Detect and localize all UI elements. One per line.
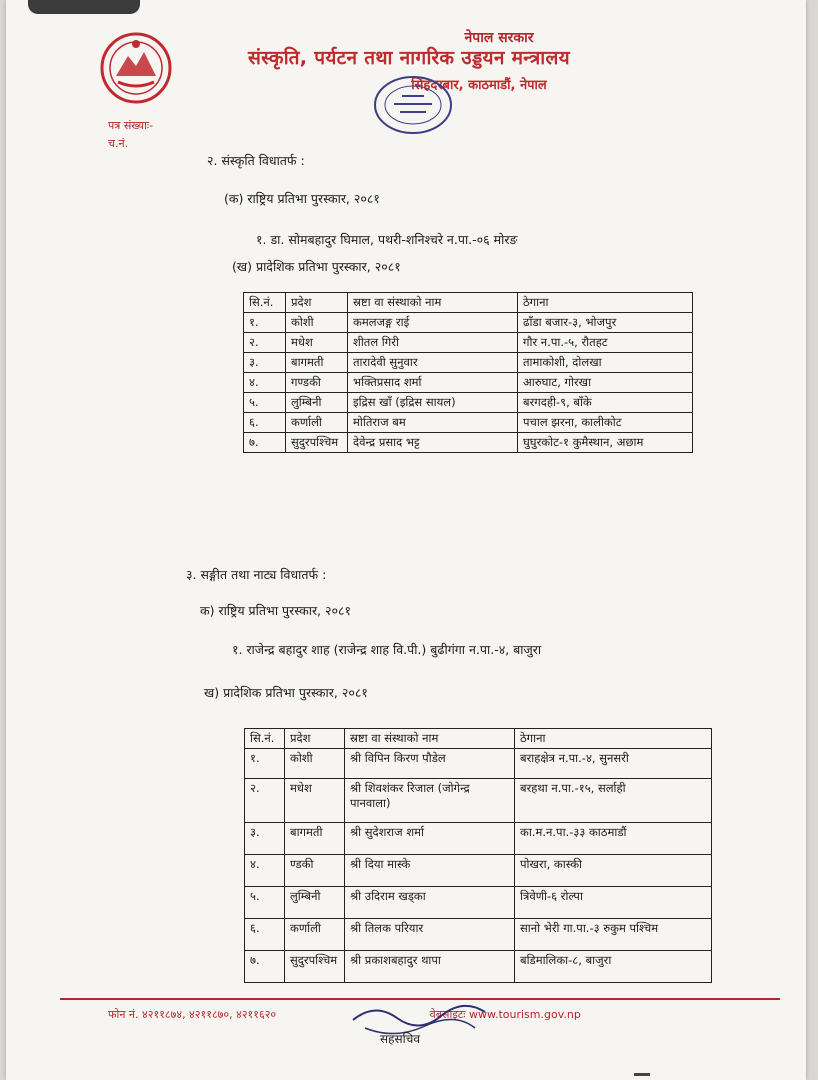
cell-address: बराहक्षेत्र न.पा.-४, सुनसरी: [515, 749, 712, 779]
cell-province: सुदुरपश्चिम: [286, 433, 348, 453]
cell-province: ण्डकी: [285, 855, 345, 887]
table-row: [244, 393, 693, 413]
column-header: प्रदेश: [286, 293, 348, 313]
cell-name: श्री उदिराम खड्का: [345, 887, 515, 919]
table-row: [245, 951, 712, 983]
table-row: [244, 413, 693, 433]
reference-number-label: पत्र संख्याः-: [108, 119, 154, 132]
table-row: [244, 333, 693, 353]
cell-province: बागमती: [285, 823, 345, 855]
cell-province: कोशी: [285, 749, 345, 779]
cell-serial: ३.: [245, 823, 285, 855]
cell-province: बागमती: [286, 353, 348, 373]
cell-address: सानो भेरी गा.पा.-३ रुकुम पश्चिम: [515, 919, 712, 951]
column-header: सि.नं.: [244, 293, 286, 313]
scan-mark: [634, 1073, 650, 1076]
cell-name: श्री विपिन किरण पौडेल: [345, 749, 515, 779]
section2-provincial-heading: (ख) प्रादेशिक प्रतिभा पुरस्कार, २०८१: [232, 259, 401, 274]
table-row: [244, 353, 693, 373]
section3-national-awardee: १. राजेन्द्र बहादुर शाह (राजेन्द्र शाह वि.पी.) बुढीगंगा न.पा.-४, बाजुरा: [232, 642, 542, 657]
government-title: नेपाल सरकार: [464, 30, 534, 46]
cell-serial: २.: [244, 333, 286, 353]
ministry-address: सिंहदरबार, काठमाडौं, नेपाल: [411, 78, 547, 93]
cell-serial: ४.: [245, 855, 285, 887]
table-row: [244, 433, 693, 453]
cell-name: श्री सुदेशराज शर्मा: [345, 823, 515, 855]
cell-name: श्री शिवशंकर रिजाल (जोगेन्द्र पानवाला): [345, 779, 515, 823]
cell-name: मोतिराज बम: [348, 413, 518, 433]
cell-serial: ३.: [244, 353, 286, 373]
section2-national-awardee: १. डा. सोमबहादुर घिमाल, पथरी-शनिश्चरे न.पा.-०६ मोरङ: [256, 232, 518, 247]
table-row: [245, 887, 712, 919]
table-row: [245, 855, 712, 887]
section3-provincial-heading: ख) प्रादेशिक प्रतिभा पुरस्कार, २०८१: [204, 685, 368, 700]
cell-serial: १.: [245, 749, 285, 779]
cell-address: त्रिवेणी-६ रोल्पा: [515, 887, 712, 919]
section3-title: ३. सङ्गीत तथा नाट्य विधातर्फ :: [186, 567, 327, 582]
cell-address: पचाल झरना, कालीकोट: [518, 413, 693, 433]
cell-serial: ५.: [244, 393, 286, 413]
column-header: स्रष्टा वा संस्थाको नाम: [345, 729, 515, 749]
signatory-title: सहसचिव: [380, 1032, 420, 1046]
cell-province: कोशी: [286, 313, 348, 333]
section2-provincial-table: [243, 292, 693, 453]
cell-province: कर्णाली: [285, 919, 345, 951]
table-row: [245, 919, 712, 951]
photo-corner-overlay: [28, 0, 140, 14]
cell-province: कर्णाली: [286, 413, 348, 433]
cell-province: लुम्बिनी: [286, 393, 348, 413]
cell-province: लुम्बिनी: [285, 887, 345, 919]
table-row: [245, 823, 712, 855]
cell-address: बरहथा न.पा.-१५, सर्लाही: [515, 779, 712, 823]
cell-address: तामाकोशी, दोलखा: [518, 353, 693, 373]
cell-name: श्री दिया मास्के: [345, 855, 515, 887]
column-header: ठेगाना: [518, 293, 693, 313]
cell-address: ढाँडा बजार-३, भोजपुर: [518, 313, 693, 333]
cell-name: भक्तिप्रसाद शर्मा: [348, 373, 518, 393]
cell-name: श्री तिलक परियार: [345, 919, 515, 951]
column-header: स्रष्टा वा संस्थाको नाम: [348, 293, 518, 313]
cell-serial: ७.: [244, 433, 286, 453]
cell-address: बरगदही-९, बाँके: [518, 393, 693, 413]
cell-serial: ४.: [244, 373, 286, 393]
column-header: सि.नं.: [245, 729, 285, 749]
table-header-row: [245, 729, 712, 749]
official-seal-stamp: [372, 74, 454, 136]
footer-phone: फोन नं. ४२११८७४, ४२११८७०, ४२११६२०: [108, 1008, 277, 1021]
cell-name: देवेन्द्र प्रसाद भट्ट: [348, 433, 518, 453]
cell-serial: ६.: [245, 919, 285, 951]
ministry-name: संस्कृति, पर्यटन तथा नागरिक उड्डयन मन्त्रालय: [248, 47, 570, 69]
table-row: [245, 749, 712, 779]
cell-address: गौर न.पा.-५, रौतहट: [518, 333, 693, 353]
cell-name: इद्रिस खाँ (इद्रिस सायल): [348, 393, 518, 413]
cell-province: मधेश: [286, 333, 348, 353]
section3-national-heading: क) राष्ट्रिय प्रतिभा पुरस्कार, २०८१: [200, 603, 352, 618]
section2-title: २. संस्कृति विधातर्फ :: [207, 153, 305, 168]
cell-name: शीतल गिरी: [348, 333, 518, 353]
table-row: [245, 779, 712, 823]
table-row: [244, 373, 693, 393]
footer-website: वेबसाइटः www.tourism.gov.np: [429, 1008, 581, 1021]
cell-address: पोखरा, कास्की: [515, 855, 712, 887]
cell-address: का.म.न.पा.-३३ काठमाडौं: [515, 823, 712, 855]
section2-national-heading: (क) राष्ट्रिय प्रतिभा पुरस्कार, २०८१: [224, 191, 380, 206]
cell-address: घुघुरकोट-१ कुमैस्थान, अछाम: [518, 433, 693, 453]
cell-name: तारादेवी सुनुवार: [348, 353, 518, 373]
cell-name: कमलजङ्ग राई: [348, 313, 518, 333]
cell-province: गण्डकी: [286, 373, 348, 393]
column-header: ठेगाना: [515, 729, 712, 749]
cell-province: मधेश: [285, 779, 345, 823]
dispatch-number-label: च.नं.: [108, 137, 129, 150]
cell-address: बडिमालिका-८, बाजुरा: [515, 951, 712, 983]
cell-serial: १.: [244, 313, 286, 333]
cell-serial: २.: [245, 779, 285, 823]
cell-name: श्री प्रकाशबहादुर थापा: [345, 951, 515, 983]
cell-serial: ६.: [244, 413, 286, 433]
table-header-row: [244, 293, 693, 313]
table-row: [244, 313, 693, 333]
cell-serial: ५.: [245, 887, 285, 919]
signature-stamp: [345, 998, 495, 1048]
cell-serial: ७.: [245, 951, 285, 983]
cell-province: सुदुरपश्चिम: [285, 951, 345, 983]
cell-address: आरुघाट, गोरखा: [518, 373, 693, 393]
section3-provincial-table: [244, 728, 712, 983]
column-header: प्रदेश: [285, 729, 345, 749]
